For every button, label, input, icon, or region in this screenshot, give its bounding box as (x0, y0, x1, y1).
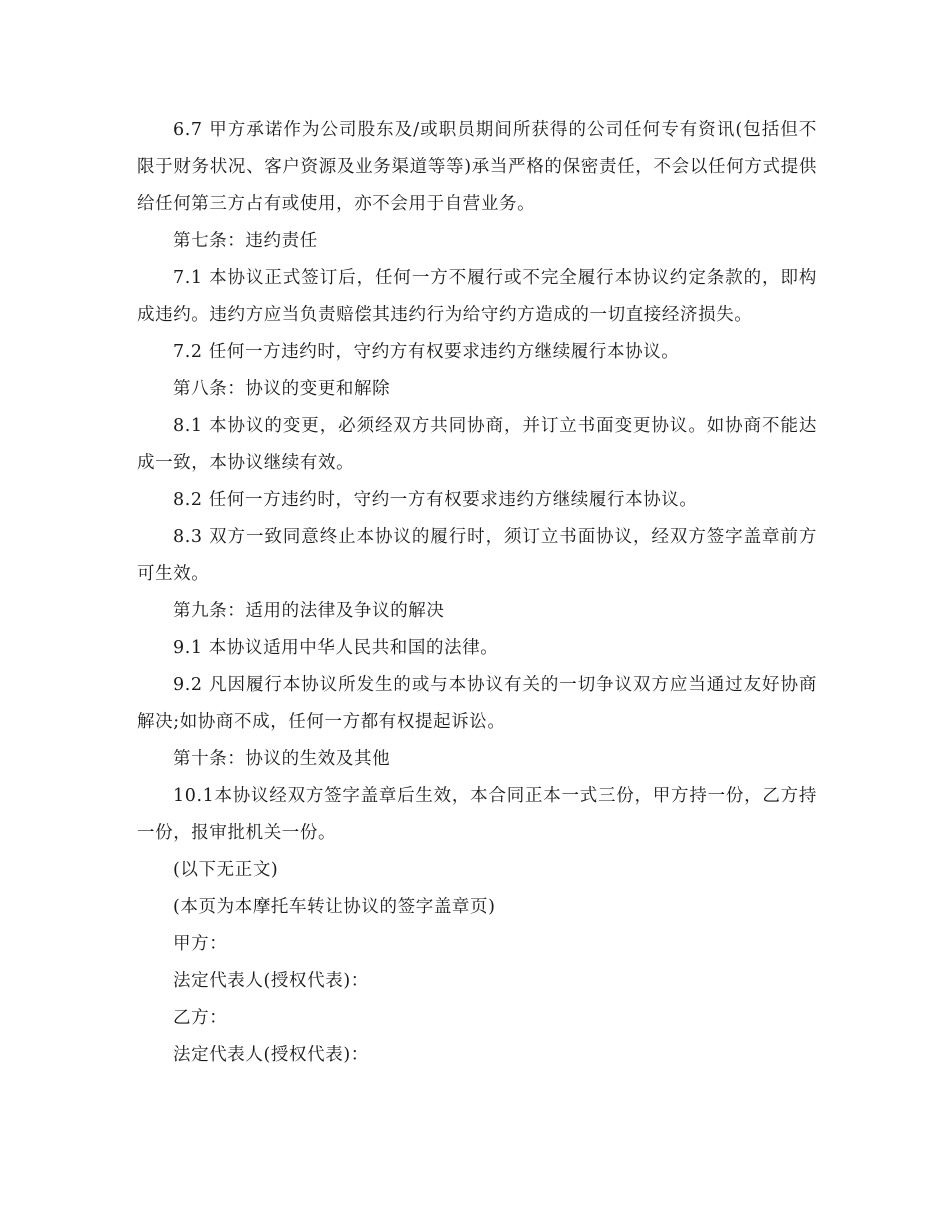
article-8-heading: 第八条：协议的变更和解除 (173, 379, 391, 399)
document-body (137, 112, 817, 1074)
clause-9-1: 9.1 本协议适用中华人民共和国的法律。 (173, 638, 499, 658)
party-b-representative-label: 法定代表人(授权代表)： (173, 1045, 369, 1065)
clause-6-7: 6.7 甲方承诺作为公司股东及/或职员期间所获得的公司任何专有资讯(包括但不限于财务状况、客户资源及业务渠道等等)承当严格的保密责任，不会以任何方式提供给任何第三方占有或使用，亦不会用于自营业务。 (137, 120, 817, 214)
clause-8-1: 8.1 本协议的变更，必须经双方共同协商，并订立书面变更协议。如协商不能达成一致，本协议继续有效。 (137, 416, 817, 473)
article-7-heading: 第七条：违约责任 (173, 231, 318, 251)
clause-7-2: 7.2 任何一方违约时，守约方有权要求违约方继续履行本协议。 (173, 342, 680, 362)
clause-8-3: 8.3 双方一致同意终止本协议的履行时，须订立书面协议，经双方签字盖章前方可生效。 (137, 527, 817, 584)
clause-9-2: 9.2 凡因履行本协议所发生的或与本协议有关的一切争议双方应当通过友好协商解决;如协商不成，任何一方都有权提起诉讼。 (137, 675, 817, 732)
party-a-label: 甲方： (173, 934, 228, 954)
no-more-text-note: (以下无正文) (173, 860, 279, 880)
clause-8-2: 8.2 任何一方违约时，守约一方有权要求违约方继续履行本协议。 (173, 490, 698, 510)
clause-7-1: 7.1 本协议正式签订后，任何一方不履行或不完全履行本协议约定条款的，即构成违约。违约方应当负责赔偿其违约行为给守约方造成的一切直接经济损失。 (137, 268, 817, 325)
party-a-representative-label: 法定代表人(授权代表)： (173, 971, 369, 991)
clause-10-1: 10.1本协议经双方签字盖章后生效，本合同正本一式三份，甲方持一份，乙方持一份，报审批机关一份。 (137, 786, 817, 843)
signature-page-note: (本页为本摩托车转让协议的签字盖章页) (173, 897, 496, 917)
party-b-label: 乙方： (173, 1008, 228, 1028)
article-9-heading: 第九条：适用的法律及争议的解决 (173, 601, 445, 621)
article-10-heading: 第十条：协议的生效及其他 (173, 749, 391, 769)
